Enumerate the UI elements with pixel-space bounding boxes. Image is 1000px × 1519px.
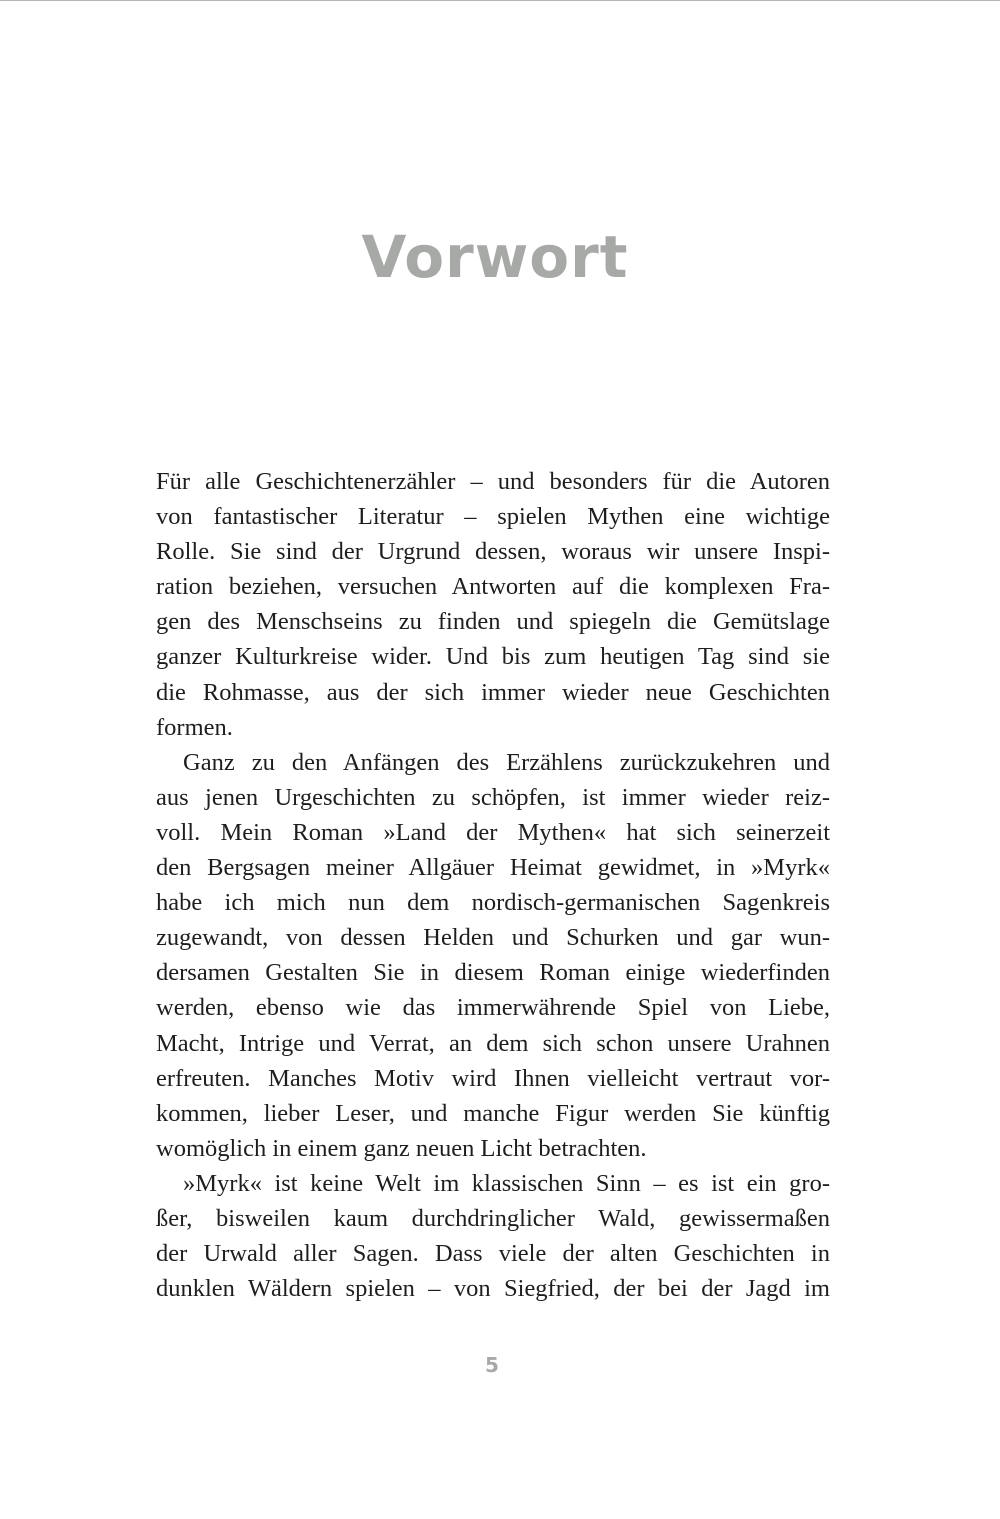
text-line: der Urwald aller Sagen. Dass viele der alten Geschichten in bbox=[156, 1240, 830, 1268]
text-line: Für alle Geschichtenerzähler – und besonders für die Autoren bbox=[156, 468, 830, 495]
text-line: ganzer Kulturkreise wider. Und bis zum heutigen Tag sind sie bbox=[156, 643, 830, 671]
text-line: von fantastischer Literatur – spielen Mythen eine wichtige bbox=[156, 503, 830, 531]
text-line: »Myrk« ist keine Welt im klassischen Sinn – es ist ein gro- bbox=[183, 1169, 830, 1197]
text-line: Rolle. Sie sind der Urgrund dessen, woraus wir unsere Inspi- bbox=[156, 538, 830, 566]
text-line: habe ich mich nun dem nordisch-germanischen Sagenkreis bbox=[156, 889, 830, 917]
text-line: den Bergsagen meiner Allgäuer Heimat gewidmet, in »Myrk« bbox=[156, 854, 830, 882]
paragraph-3 bbox=[156, 1166, 830, 1306]
chapter-title: Vorwort bbox=[361, 223, 629, 291]
text-line: kommen, lieber Leser, und manche Figur werden Sie künftig bbox=[156, 1099, 830, 1127]
text-line: Ganz zu den Anfängen des Erzählens zurückzukehren und bbox=[183, 748, 830, 776]
text-line: ßer, bisweilen kaum durchdringlicher Wald, gewissermaßen bbox=[156, 1204, 830, 1232]
paragraph-1 bbox=[156, 464, 830, 745]
paragraph-2 bbox=[156, 745, 830, 1166]
text-line: werden, ebenso wie das immerwährende Spiel von Liebe, bbox=[156, 994, 830, 1022]
text-line: gen des Menschseins zu finden und spiegeln die Gemütslage bbox=[156, 608, 830, 636]
page-number: 5 bbox=[485, 1353, 499, 1377]
text-line: womöglich in einem ganz neuen Licht betrachten. bbox=[156, 1134, 647, 1162]
text-line: Macht, Intrige und Verrat, an dem sich schon unsere Urahnen bbox=[156, 1029, 830, 1057]
text-line: dersamen Gestalten Sie in diesem Roman einige wiederfinden bbox=[156, 959, 830, 987]
text-line: dunklen Wäldern spielen – von Siegfried, der bei der Jagd im bbox=[156, 1275, 830, 1303]
text-line: voll. Mein Roman »Land der Mythen« hat sich seinerzeit bbox=[156, 818, 830, 846]
text-line: formen. bbox=[156, 713, 233, 741]
text-line: die Rohmasse, aus der sich immer wieder neue Geschichten bbox=[156, 678, 830, 706]
text-line: aus jenen Urgeschichten zu schöpfen, ist immer wieder reiz- bbox=[156, 783, 830, 811]
text-line: ration beziehen, versuchen Antworten auf die komplexen Fra- bbox=[156, 573, 830, 601]
body-text bbox=[156, 464, 830, 1306]
text-line: zugewandt, von dessen Helden und Schurken und gar wun- bbox=[156, 924, 830, 952]
text-line: erfreuten. Manches Motiv wird Ihnen vielleicht vertraut vor- bbox=[156, 1064, 830, 1092]
top-rule bbox=[0, 0, 1000, 1]
